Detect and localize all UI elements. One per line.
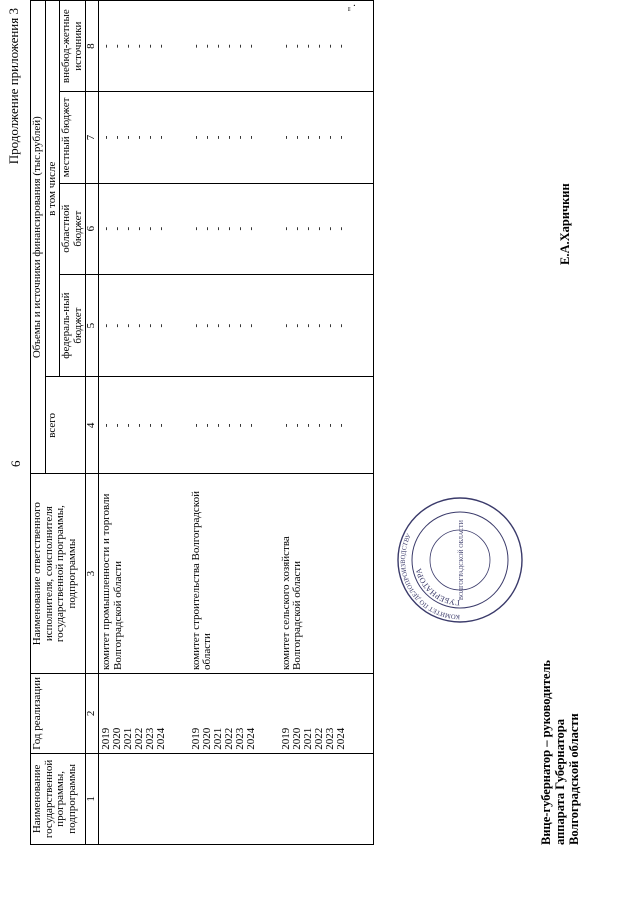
value-cell: - [122, 323, 135, 328]
value-cell: - [323, 44, 336, 48]
executor-group-industry [99, 1, 189, 845]
value-cell: - [334, 44, 347, 48]
column-number: 4 [86, 377, 99, 474]
year: 2024 [244, 727, 257, 750]
value-cell: - [122, 135, 135, 140]
header-total: всего [45, 377, 86, 474]
value-cell: - [133, 323, 146, 328]
year: 2023 [323, 727, 336, 750]
value-cell: - [200, 423, 213, 428]
year: 2019 [279, 727, 292, 750]
closing-quote: ". [345, 4, 358, 12]
value-cell: - [323, 226, 336, 231]
header-executor: Наименование ответственного исполнителя, соисполнителя государственной программы, подпрограммы [31, 474, 86, 674]
value-cell: - [290, 226, 303, 231]
continuation-label: Продолжение приложения 3 [6, 8, 21, 165]
year: 2023 [144, 727, 157, 750]
value-cell: - [222, 226, 235, 231]
local-values [279, 92, 374, 183]
year: 2023 [233, 727, 246, 750]
value-cell: - [233, 44, 246, 48]
value-cell: - [155, 323, 168, 328]
value-cell: - [334, 323, 347, 328]
value-cell: - [144, 135, 157, 140]
value-cell: - [290, 44, 303, 48]
value-cell: - [100, 226, 113, 231]
value-cell: - [233, 135, 246, 140]
column-number: 7 [86, 92, 99, 183]
value-cell: - [100, 44, 113, 48]
signature-position-line: Волгоградской области [566, 713, 581, 845]
value-cell: - [100, 423, 113, 428]
value-cell: - [312, 323, 325, 328]
value-cell: - [133, 44, 146, 48]
value-cell: - [200, 135, 213, 140]
signature-position [540, 660, 581, 845]
header-extrabudgetary: внебюд-жетные источники [60, 1, 86, 92]
value-cell: - [301, 44, 314, 48]
value-cell: - [211, 226, 224, 231]
header-program-name: Наименование государственной программы, подпрограммы [31, 753, 86, 844]
year: 2024 [155, 727, 168, 750]
value-cell: - [200, 226, 213, 231]
column-number: 6 [86, 183, 99, 274]
header-year: Год реализации [31, 673, 86, 753]
local-values [189, 92, 279, 183]
value-cell: - [100, 323, 113, 328]
value-cell: - [279, 135, 292, 140]
extrabudgetary-values [189, 1, 279, 92]
value-cell: - [244, 226, 257, 231]
value-cell: - [144, 423, 157, 428]
value-cell: - [244, 423, 257, 428]
year-list [189, 673, 279, 753]
extrabudgetary-values [279, 1, 374, 92]
value-cell: - [155, 423, 168, 428]
signature-position-line: аппарата Губернатора [552, 719, 567, 845]
value-cell: - [100, 135, 113, 140]
regional-values [99, 183, 189, 274]
value-cell: - [233, 423, 246, 428]
value-cell: - [323, 135, 336, 140]
value-cell: - [334, 423, 347, 428]
value-cell: - [200, 323, 213, 328]
column-number: 1 [86, 753, 99, 844]
header-in-that-number: в том числе [45, 1, 60, 377]
value-cell: - [144, 323, 157, 328]
total-values [99, 377, 189, 474]
program-cell [99, 753, 189, 844]
column-number: 3 [86, 474, 99, 674]
value-cell: - [122, 44, 135, 48]
value-cell: - [155, 44, 168, 48]
value-cell: - [323, 323, 336, 328]
value-cell: - [279, 323, 292, 328]
value-cell: - [301, 323, 314, 328]
value-cell: - [290, 323, 303, 328]
value-cell: - [301, 226, 314, 231]
year: 2020 [290, 727, 303, 750]
value-cell: - [222, 44, 235, 48]
regional-values [189, 183, 279, 274]
value-cell: - [111, 323, 124, 328]
executor-group-agriculture [279, 1, 374, 845]
executor-name: комитет сельского хозяйства Волгоградской области [279, 474, 374, 674]
value-cell: - [211, 323, 224, 328]
value-cell: - [301, 135, 314, 140]
seal-center-text: ВОЛГОГРАДСКОЙ ОБЛАСТИ [459, 520, 465, 600]
value-cell: - [312, 44, 325, 48]
extrabudgetary-values [99, 1, 189, 92]
executor-group-construction [189, 1, 279, 845]
value-cell: - [233, 226, 246, 231]
value-cell: - [133, 135, 146, 140]
signature-position-line: Вице-губернатор – руководитель [539, 659, 553, 845]
value-cell: - [133, 423, 146, 428]
value-cell: - [312, 135, 325, 140]
total-values [189, 377, 279, 474]
header-local: местный бюджет [60, 92, 86, 183]
value-cell: - [290, 135, 303, 140]
year: 2019 [100, 727, 113, 750]
value-cell: - [244, 44, 257, 48]
seal-outer-text: КОМИТЕТ ПО ДЕЛОПРОИЗВОДСТВУ [399, 532, 461, 621]
value-cell: - [211, 44, 224, 48]
official-seal [395, 495, 525, 625]
year: 2022 [312, 727, 325, 750]
federal-values [189, 274, 279, 377]
value-cell: - [122, 423, 135, 428]
year: 2021 [122, 727, 135, 750]
value-cell: - [279, 44, 292, 48]
value-cell: - [189, 323, 202, 328]
value-cell: - [301, 423, 314, 428]
federal-values [99, 274, 189, 377]
value-cell: - [222, 323, 235, 328]
value-cell: - [244, 323, 257, 328]
value-cell: - [144, 226, 157, 231]
header-funding: Объемы и источники финансирования (тыс.рублей) [31, 1, 46, 474]
year: 2020 [111, 727, 124, 750]
value-cell: - [323, 423, 336, 428]
program-cell [279, 753, 374, 844]
value-cell: - [155, 135, 168, 140]
value-cell: - [279, 423, 292, 428]
year: 2021 [301, 727, 314, 750]
value-cell: - [334, 226, 347, 231]
value-cell: - [211, 423, 224, 428]
year: 2024 [334, 727, 347, 750]
column-number: 8 [86, 1, 99, 92]
value-cell: - [189, 44, 202, 48]
executor-name: комитет промышленности и торговли Волгоградской области [99, 474, 189, 674]
value-cell: - [155, 226, 168, 231]
year-list [279, 673, 374, 753]
value-cell: - [211, 135, 224, 140]
funding-table [30, 0, 374, 845]
value-cell: - [200, 44, 213, 48]
value-cell: - [122, 226, 135, 231]
value-cell: - [144, 44, 157, 48]
program-cell [189, 753, 279, 844]
seal-inner-text: ГУБЕРНАТОРА [413, 567, 461, 608]
value-cell: - [111, 135, 124, 140]
regional-values [279, 183, 374, 274]
column-number: 5 [86, 274, 99, 377]
value-cell: - [222, 135, 235, 140]
federal-values [279, 274, 374, 377]
header-federal: федераль-ный бюджет [60, 274, 86, 377]
column-numbers-row [86, 1, 99, 845]
signer-name: Е.А.Харичкин [558, 183, 572, 265]
value-cell: - [111, 226, 124, 231]
executor-name: комитет строительства Волгоградской области [189, 474, 279, 674]
year: 2022 [222, 727, 235, 750]
year: 2021 [211, 727, 224, 750]
value-cell: - [189, 423, 202, 428]
year-list [99, 673, 189, 753]
page-number: 6 [8, 460, 23, 467]
total-values [279, 377, 374, 474]
value-cell: - [244, 135, 257, 140]
year: 2019 [189, 727, 202, 750]
value-cell: - [111, 44, 124, 48]
column-number: 2 [86, 673, 99, 753]
value-cell: - [312, 423, 325, 428]
value-cell: - [290, 423, 303, 428]
value-cell: - [233, 323, 246, 328]
value-cell: - [222, 423, 235, 428]
header-regional: областной бюджет [60, 183, 86, 274]
year: 2020 [200, 727, 213, 750]
local-values [99, 92, 189, 183]
value-cell: - [133, 226, 146, 231]
value-cell: - [312, 226, 325, 231]
year: 2022 [133, 727, 146, 750]
value-cell: - [279, 226, 292, 231]
value-cell: - [334, 135, 347, 140]
value-cell: - [189, 135, 202, 140]
value-cell: - [189, 226, 202, 231]
value-cell: - [111, 423, 124, 428]
